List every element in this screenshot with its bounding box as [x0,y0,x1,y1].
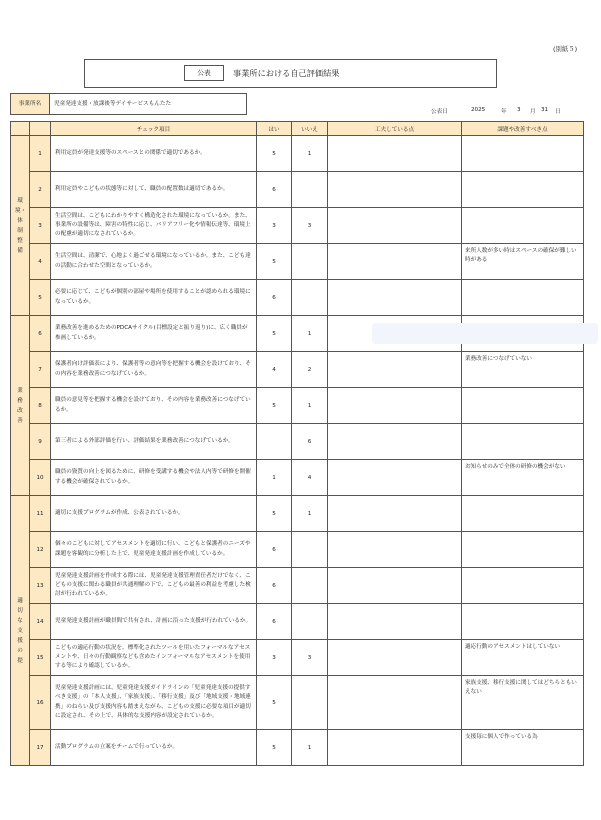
issue-note [462,172,584,208]
check-item: 職員の意見等を把握する機会を設けており、その内容を業務改善につなげているか。 [51,388,257,424]
effort-note [328,496,462,532]
table-row [11,352,584,388]
yes-count: 6 [257,604,292,640]
row-number: 11 [30,496,51,532]
issue-note [462,532,584,568]
table-row [11,496,584,532]
table-row [11,388,584,424]
pub-label: 公表日 [431,109,448,115]
no-count [292,280,328,316]
issue-note: 適応行動のアセスメントはしていない [462,640,584,676]
pub-year: 2025 [471,107,486,113]
issue-note: 来所人数が多い時はスペースの確保が難しい時がある [462,244,584,280]
table-row [11,208,584,244]
header-yes: はい [257,122,292,136]
effort-note [328,352,462,388]
check-item: 活動プログラムの立案をチームで行っているか。 [51,730,257,766]
header-issue: 課題や改善すべき点 [462,122,584,136]
no-count [292,172,328,208]
no-count [292,244,328,280]
title-box [84,59,497,88]
effort-note [328,244,462,280]
year-unit: 年 [501,109,507,115]
issue-note: お知らせのみで全体の研修の機会がない [462,460,584,496]
row-number: 3 [30,208,51,244]
month-unit: 月 [530,109,536,115]
row-number: 5 [30,280,51,316]
row-number: 1 [30,136,51,172]
no-count: 1 [292,496,328,532]
header-check: チェック項目 [51,122,257,136]
yes-count: 3 [257,208,292,244]
yes-count: 4 [257,352,292,388]
check-item: 第三者による外部評価を行い、評価結果を業務改善につなげているか。 [51,424,257,460]
no-count: 1 [292,316,328,352]
issue-note [462,568,584,604]
office-name: 児童発達支援・放課後等デイサービスもんたた [49,93,247,115]
effort-note [328,136,462,172]
table-row [11,244,584,280]
category-cell: 業務改善 [11,316,30,496]
yes-count: 3 [257,640,292,676]
issue-note [462,208,584,244]
issue-note [462,604,584,640]
no-count: 3 [292,208,328,244]
issue-note [462,136,584,172]
table-row [11,280,584,316]
effort-note [328,532,462,568]
table-header-row [11,122,584,136]
row-number: 13 [30,568,51,604]
header-blank-number [30,122,51,136]
row-number: 15 [30,640,51,676]
pub-day: 31 [541,107,549,113]
yes-count: 6 [257,172,292,208]
yes-count: 5 [257,730,292,766]
category-cell: 適切な支援の提 [11,496,30,766]
no-count: 1 [292,388,328,424]
check-item: 児童発達支援計画を作成する際には、児童発達支援管理責任者だけでなく、こどもの支援に関わる職員が共通理解の下で、こどもの最善の利益を考慮した検討が行われているか。 [51,568,257,604]
yes-count: 5 [257,244,292,280]
yes-count: 5 [257,316,292,352]
yes-count: 6 [257,532,292,568]
row-number: 17 [30,730,51,766]
row-number: 16 [30,676,51,730]
effort-note [328,460,462,496]
row-number: 10 [30,460,51,496]
no-count: 3 [292,640,328,676]
no-count: 2 [292,352,328,388]
effort-note [328,424,462,460]
check-item: 児童発達支援計画が職員間で共有され、計画に沿った支援が行われているか。 [51,604,257,640]
check-item: 個々のこどもに対してアセスメントを適切に行い、こどもと保護者のニーズや課題を客観的に分析した上で、児童発達支援計画を作成しているか。 [51,532,257,568]
row-number: 4 [30,244,51,280]
no-count: 1 [292,136,328,172]
yes-count [257,424,292,460]
no-count [292,604,328,640]
yes-count: 1 [257,460,292,496]
effort-note [328,604,462,640]
day-unit: 日 [555,109,561,115]
row-number: 9 [30,424,51,460]
table-row [11,676,584,730]
effort-note [328,388,462,424]
effort-note [328,280,462,316]
issue-note [462,424,584,460]
check-item: 生活空間は、清潔で、心地よく過ごせる環境になっているか。また、こども達の活動に合わせた空間となっているか。 [51,244,257,280]
annex-label: (別紙５) [553,45,578,53]
table-row [11,568,584,604]
no-count [292,568,328,604]
table-row [11,172,584,208]
table-row [11,640,584,676]
check-item: こどもの適応行動の状況を、標準化されたツールを用いたフォーマルなアセスメントや、日々の行動観察なども含めたインフォーマルなアセスメントを使用する等により確認しているか。 [51,640,257,676]
header-no: いいえ [292,122,328,136]
table-row [11,424,584,460]
yes-count: 5 [257,388,292,424]
row-number: 7 [30,352,51,388]
table-row [11,460,584,496]
effort-note [328,676,462,730]
no-count: 1 [292,730,328,766]
check-item: 児童発達支援計画には、児童発達支援ガイドラインの「児童発達支援の提供すべき支援」の「本人支援」、「家族支援」、「移行支援」及び「地域支援・地域連携」のねらい及び支援内容も踏まえながら、こどもの支援に必要な項目が適切に設定され、その上で、具体的な支援内容が設定されているか。 [51,676,257,730]
category-cell: 環境・体制整備 [11,136,30,316]
row-number: 14 [30,604,51,640]
check-item: 利用定員が発達支援等のスペースとの関係で適切であるか。 [51,136,257,172]
issue-note [462,280,584,316]
pub-month: 3 [517,107,521,113]
public-badge: 公表 [184,65,224,81]
yes-count: 6 [257,280,292,316]
effort-note [328,172,462,208]
effort-note [328,568,462,604]
row-number: 8 [30,388,51,424]
issue-note: 業務改善につなげていない [462,352,584,388]
issue-note: 支援毎に個人で作っている為 [462,730,584,766]
table-row [11,532,584,568]
effort-note [328,208,462,244]
issue-note [462,496,584,532]
table-row [11,730,584,766]
page-title: 事業所における自己評価結果 [233,68,340,78]
office-label: 事業所名 [10,93,50,115]
yes-count: 5 [257,496,292,532]
check-item: 必要に応じて、こどもが個別の部屋や場所を使用することが認められる環境になっているか。 [51,280,257,316]
check-item: 職員の資質の向上を図るために、研修を受講する機会や法人内等で研修を開催する機会が確保されているか。 [51,460,257,496]
issue-note [462,388,584,424]
evaluation-table [10,121,584,766]
yes-count: 6 [257,568,292,604]
check-item: 生活空間は、こどもにわかりやすく構造化された環境になっているか。また、事業所の設備等は、障害の特性に応じ、バリアフリー化や情報伝達等、環境上の配慮が適切になされているか。 [51,208,257,244]
yes-count: 5 [257,136,292,172]
overlay-banner [372,323,598,344]
no-count: 6 [292,424,328,460]
no-count: 4 [292,460,328,496]
row-number: 6 [30,316,51,352]
check-item: 利用定員やこどもの状態等に対して、職員の配置数は適切であるか。 [51,172,257,208]
row-number: 2 [30,172,51,208]
header-effort: 工夫している点 [328,122,462,136]
check-item: 適切に支援プログラムが作成、公表されているか。 [51,496,257,532]
yes-count: 5 [257,676,292,730]
table-row [11,604,584,640]
table-row [11,136,584,172]
issue-note: 家族支援、移行支援に関してはどちらともいえない [462,676,584,730]
effort-note [328,730,462,766]
header-blank-category [11,122,30,136]
check-item: 業務改善を進めるためのPDCAサイクル(目標設定と振り返り)に、広く職員が参画しているか。 [51,316,257,352]
effort-note [328,640,462,676]
row-number: 12 [30,532,51,568]
check-item: 保護者向け評価表により、保護者等の意向等を把握する機会を設けており、その内容を業務改善につなげているか。 [51,352,257,388]
no-count [292,676,328,730]
no-count [292,532,328,568]
